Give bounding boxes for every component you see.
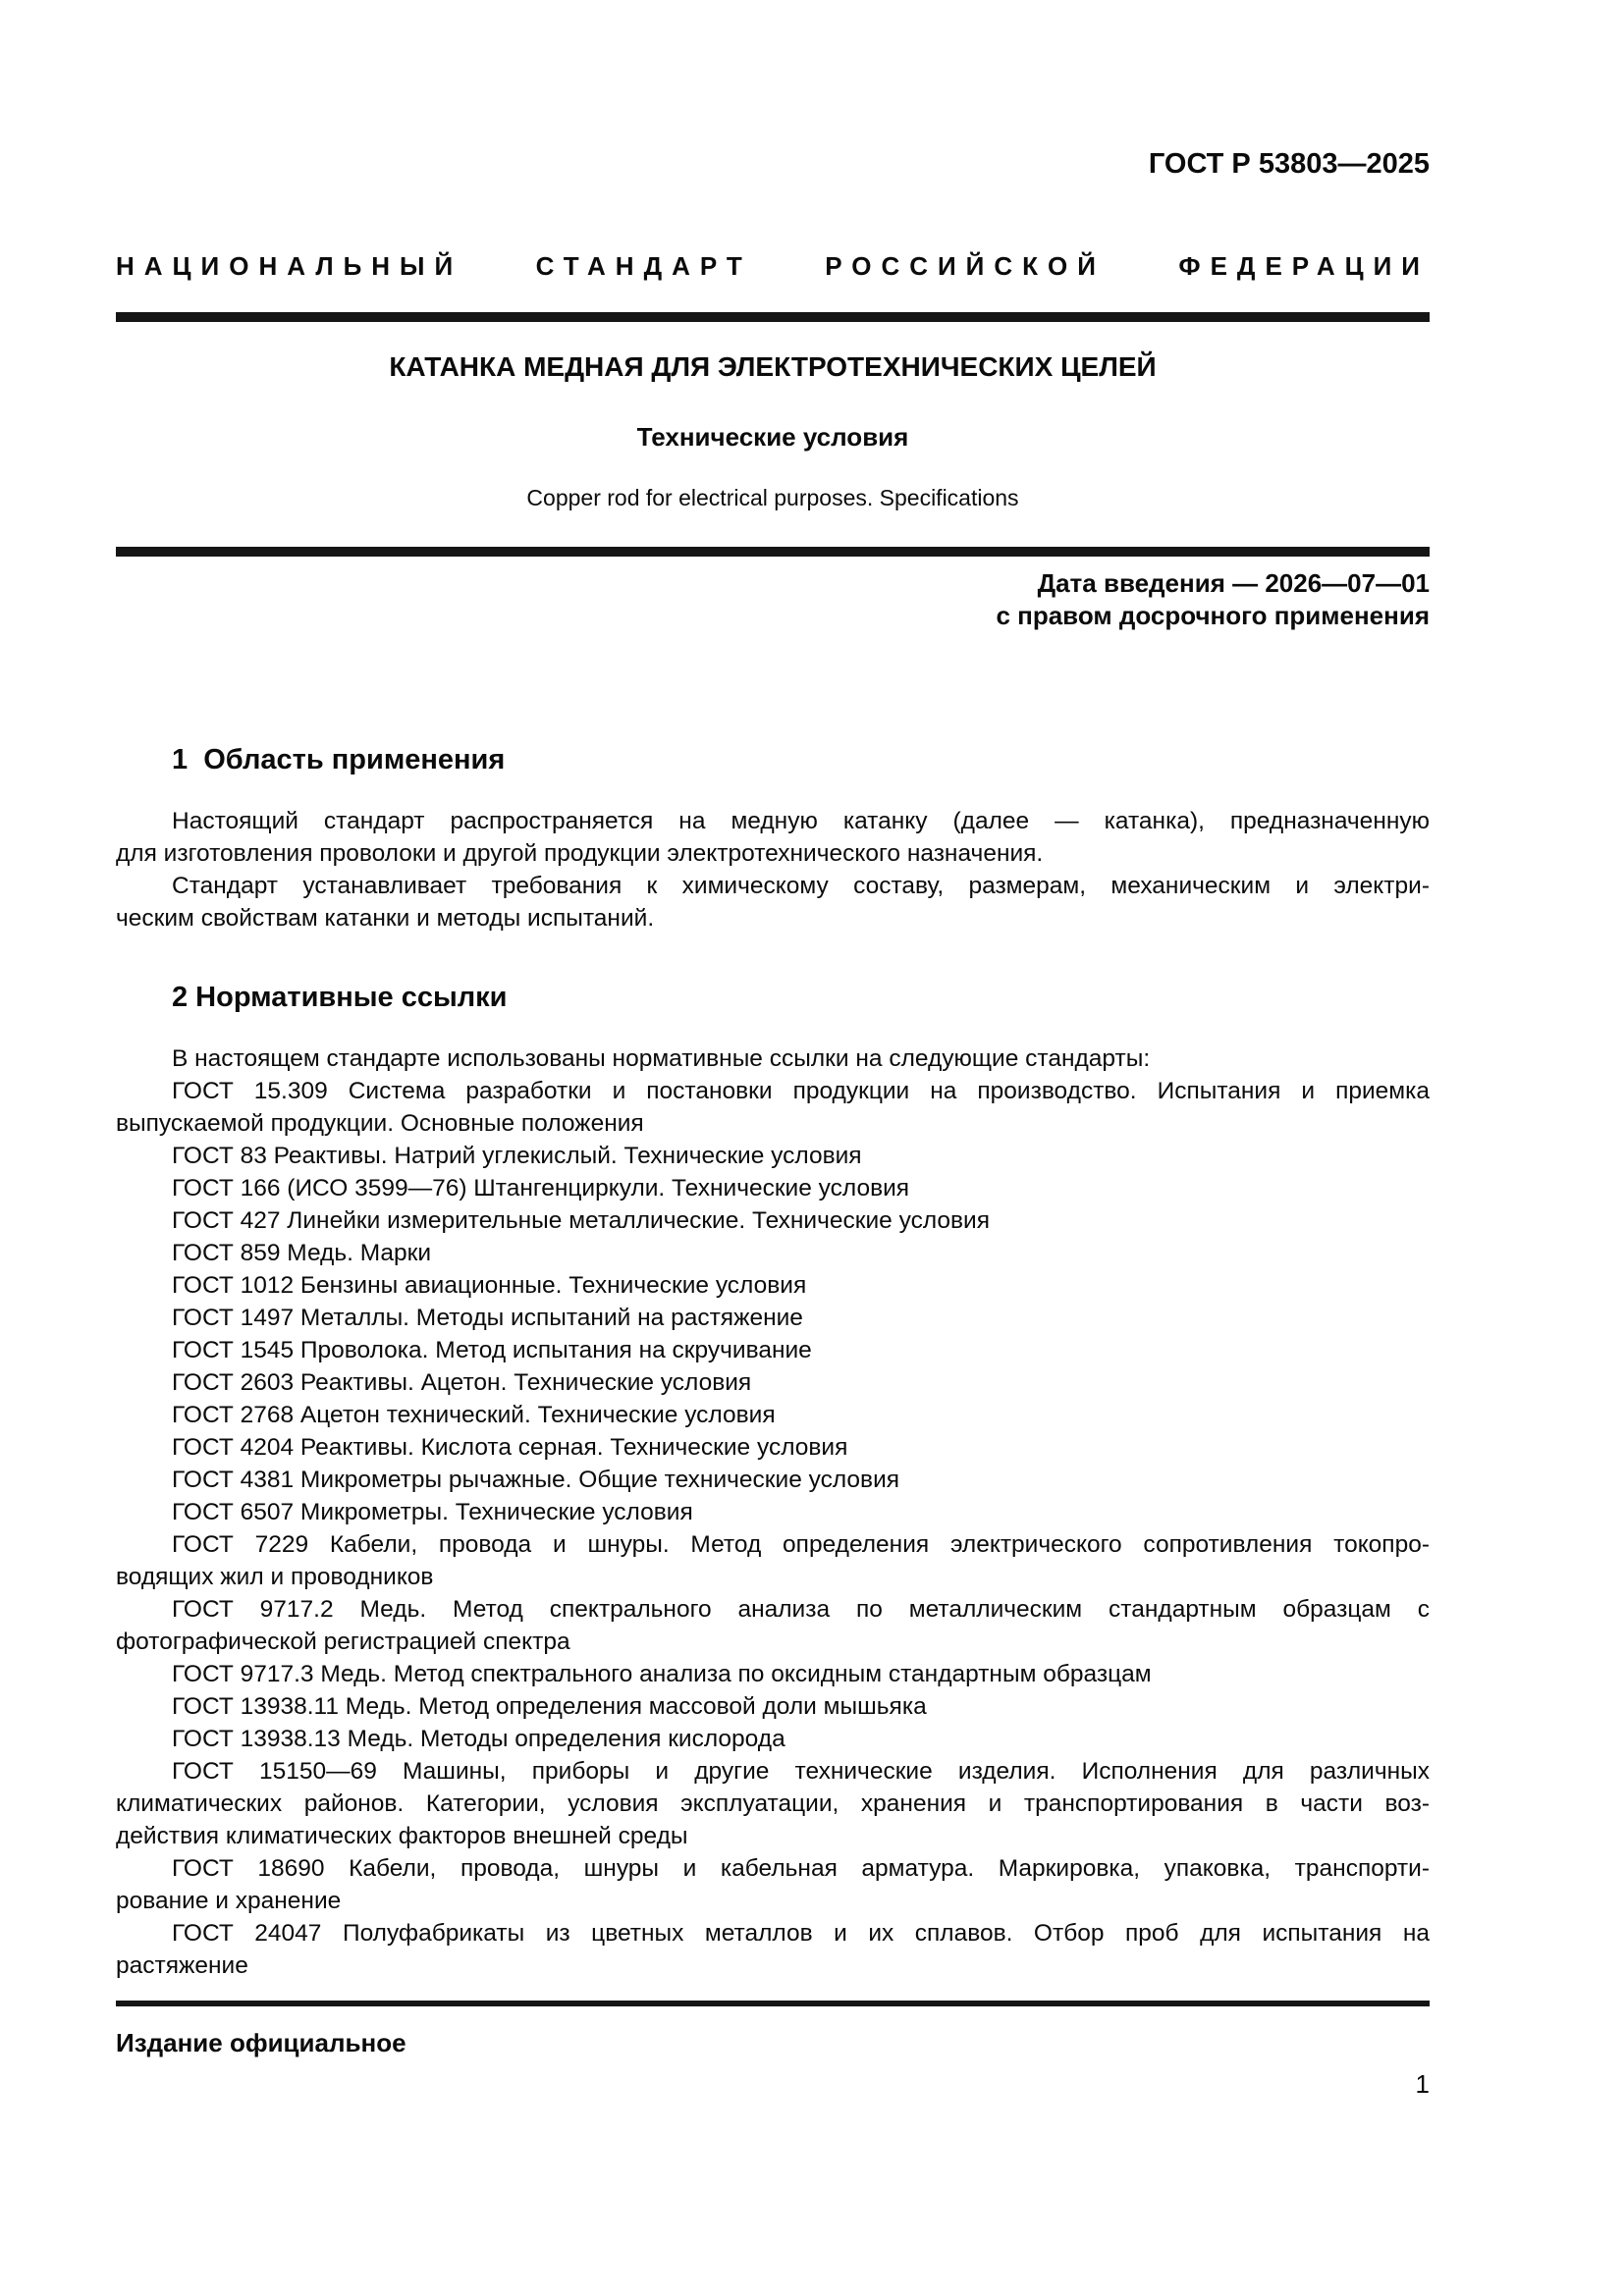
paragraph	[116, 1690, 1430, 1723]
early-application-note: с правом досрочного применения	[996, 601, 1430, 630]
paragraph	[116, 870, 1430, 934]
text-line: ГОСТ 1497 Металлы. Методы испытаний на растяжение	[172, 1305, 803, 1331]
section-2-body	[116, 1042, 1430, 1982]
text-line: ГОСТ 18690 Кабели, провода, шнуры и кабельная арматура. Маркировка, упаковка, транспорти-	[172, 1855, 1430, 1882]
paragraph	[116, 1755, 1430, 1852]
official-edition-note: Издание официальное	[116, 2028, 406, 2057]
text-line: ГОСТ 2603 Реактивы. Ацетон. Технические условия	[172, 1369, 752, 1396]
paragraph	[116, 1334, 1430, 1366]
paragraph	[116, 1140, 1430, 1172]
national-standard-banner: НАЦИОНАЛЬНЫЙ СТАНДАРТ РОССИЙСКОЙ ФЕДЕРАЦИИ	[116, 251, 1430, 281]
text-line: ГОСТ 6507 Микрометры. Технические условия	[172, 1499, 693, 1525]
text-line: ГОСТ 15.309 Система разработки и постановки продукции на производство. Испытания и приемка	[172, 1078, 1430, 1104]
text-line: ГОСТ 9717.2 Медь. Метод спектрального анализа по металлическим стандартным образцам с	[172, 1596, 1430, 1623]
text-line: ГОСТ 166 (ИСО 3599—76) Штангенциркули. Технические условия	[172, 1175, 910, 1201]
paragraph	[116, 1042, 1430, 1075]
text-line: растяжение	[116, 1952, 248, 1979]
paragraph	[116, 1302, 1430, 1334]
text-line: ГОСТ 859 Медь. Марки	[172, 1240, 432, 1266]
horizontal-rule-middle	[116, 547, 1430, 557]
paragraph	[116, 805, 1430, 870]
document-title: КАТАНКА МЕДНАЯ ДЛЯ ЭЛЕКТРОТЕХНИЧЕСКИХ ЦЕЛЕЙ	[389, 351, 1157, 382]
text-line: ГОСТ 427 Линейки измерительные металлические. Технические условия	[172, 1207, 990, 1234]
text-line: ГОСТ 1545 Проволока. Метод испытания на скручивание	[172, 1337, 812, 1363]
section-2-heading: 2 Нормативные ссылки	[172, 982, 508, 1013]
paragraph	[116, 1172, 1430, 1204]
text-line: ГОСТ 13938.13 Медь. Методы определения кислорода	[172, 1726, 785, 1752]
horizontal-rule-footer	[116, 2001, 1430, 2006]
standard-designation: ГОСТ Р 53803—2025	[1148, 148, 1430, 180]
paragraph	[116, 1528, 1430, 1593]
text-line: ГОСТ 15150—69 Машины, приборы и другие технические изделия. Исполнения для различных	[172, 1758, 1430, 1785]
paragraph	[116, 1269, 1430, 1302]
text-line: ГОСТ 4204 Реактивы. Кислота серная. Технические условия	[172, 1434, 848, 1461]
document-subtitle: Технические условия	[636, 422, 909, 452]
effective-date: Дата введения — 2026—07—01	[1037, 568, 1430, 598]
paragraph	[116, 1431, 1430, 1464]
text-line: водящих жил и проводников	[116, 1564, 434, 1590]
text-line: ГОСТ 24047 Полуфабрикаты из цветных металлов и их сплавов. Отбор проб для испытания на	[172, 1920, 1430, 1947]
paragraph	[116, 1593, 1430, 1658]
paragraph	[116, 1723, 1430, 1755]
text-line: ГОСТ 1012 Бензины авиационные. Технические условия	[172, 1272, 807, 1299]
text-line: Стандарт устанавливает требования к химическому составу, размерам, механическим и электри-	[172, 873, 1430, 899]
text-line: ГОСТ 83 Реактивы. Натрий углекислый. Технические условия	[172, 1143, 862, 1169]
paragraph	[116, 1204, 1430, 1237]
document-title-english: Copper rod for electrical purposes. Specifications	[526, 485, 1019, 510]
paragraph	[116, 1399, 1430, 1431]
page-number: 1	[1415, 2069, 1430, 2099]
section-1-heading: 1 Область применения	[172, 744, 506, 775]
text-line: ческим свойствам катанки и методы испытаний.	[116, 905, 655, 932]
paragraph	[116, 1237, 1430, 1269]
text-line: рование и хранение	[116, 1888, 342, 1914]
text-line: Настоящий стандарт распространяется на медную катанку (далее — катанка), предназначенную	[172, 808, 1430, 834]
paragraph	[116, 1917, 1430, 1982]
paragraph	[116, 1075, 1430, 1140]
text-line: действия климатических факторов внешней среды	[116, 1823, 688, 1849]
section-1-body	[116, 805, 1430, 934]
paragraph	[116, 1658, 1430, 1690]
text-line: ГОСТ 13938.11 Медь. Метод определения массовой доли мышьяка	[172, 1693, 927, 1720]
text-line: ГОСТ 2768 Ацетон технический. Технические условия	[172, 1402, 776, 1428]
horizontal-rule-top	[116, 312, 1430, 322]
effective-date-block	[116, 567, 1430, 632]
text-line: ГОСТ 9717.3 Медь. Метод спектрального анализа по оксидным стандартным образцам	[172, 1661, 1152, 1687]
text-line: фотографической регистрацией спектра	[116, 1629, 570, 1655]
text-line: ГОСТ 7229 Кабели, провода и шнуры. Метод определения электрического сопротивления токопро-	[172, 1531, 1430, 1558]
text-line: для изготовления проволоки и другой продукции электротехнического назначения.	[116, 840, 1044, 867]
paragraph	[116, 1366, 1430, 1399]
paragraph	[116, 1852, 1430, 1917]
paragraph	[116, 1464, 1430, 1496]
text-line: климатических районов. Категории, условия эксплуатации, хранения и транспортирования в части воз-	[116, 1790, 1430, 1817]
text-line: В настоящем стандарте использованы нормативные ссылки на следующие стандарты:	[172, 1045, 1151, 1072]
text-line: ГОСТ 4381 Микрометры рычажные. Общие технические условия	[172, 1467, 900, 1493]
paragraph	[116, 1496, 1430, 1528]
text-line: выпускаемой продукции. Основные положения	[116, 1110, 644, 1137]
